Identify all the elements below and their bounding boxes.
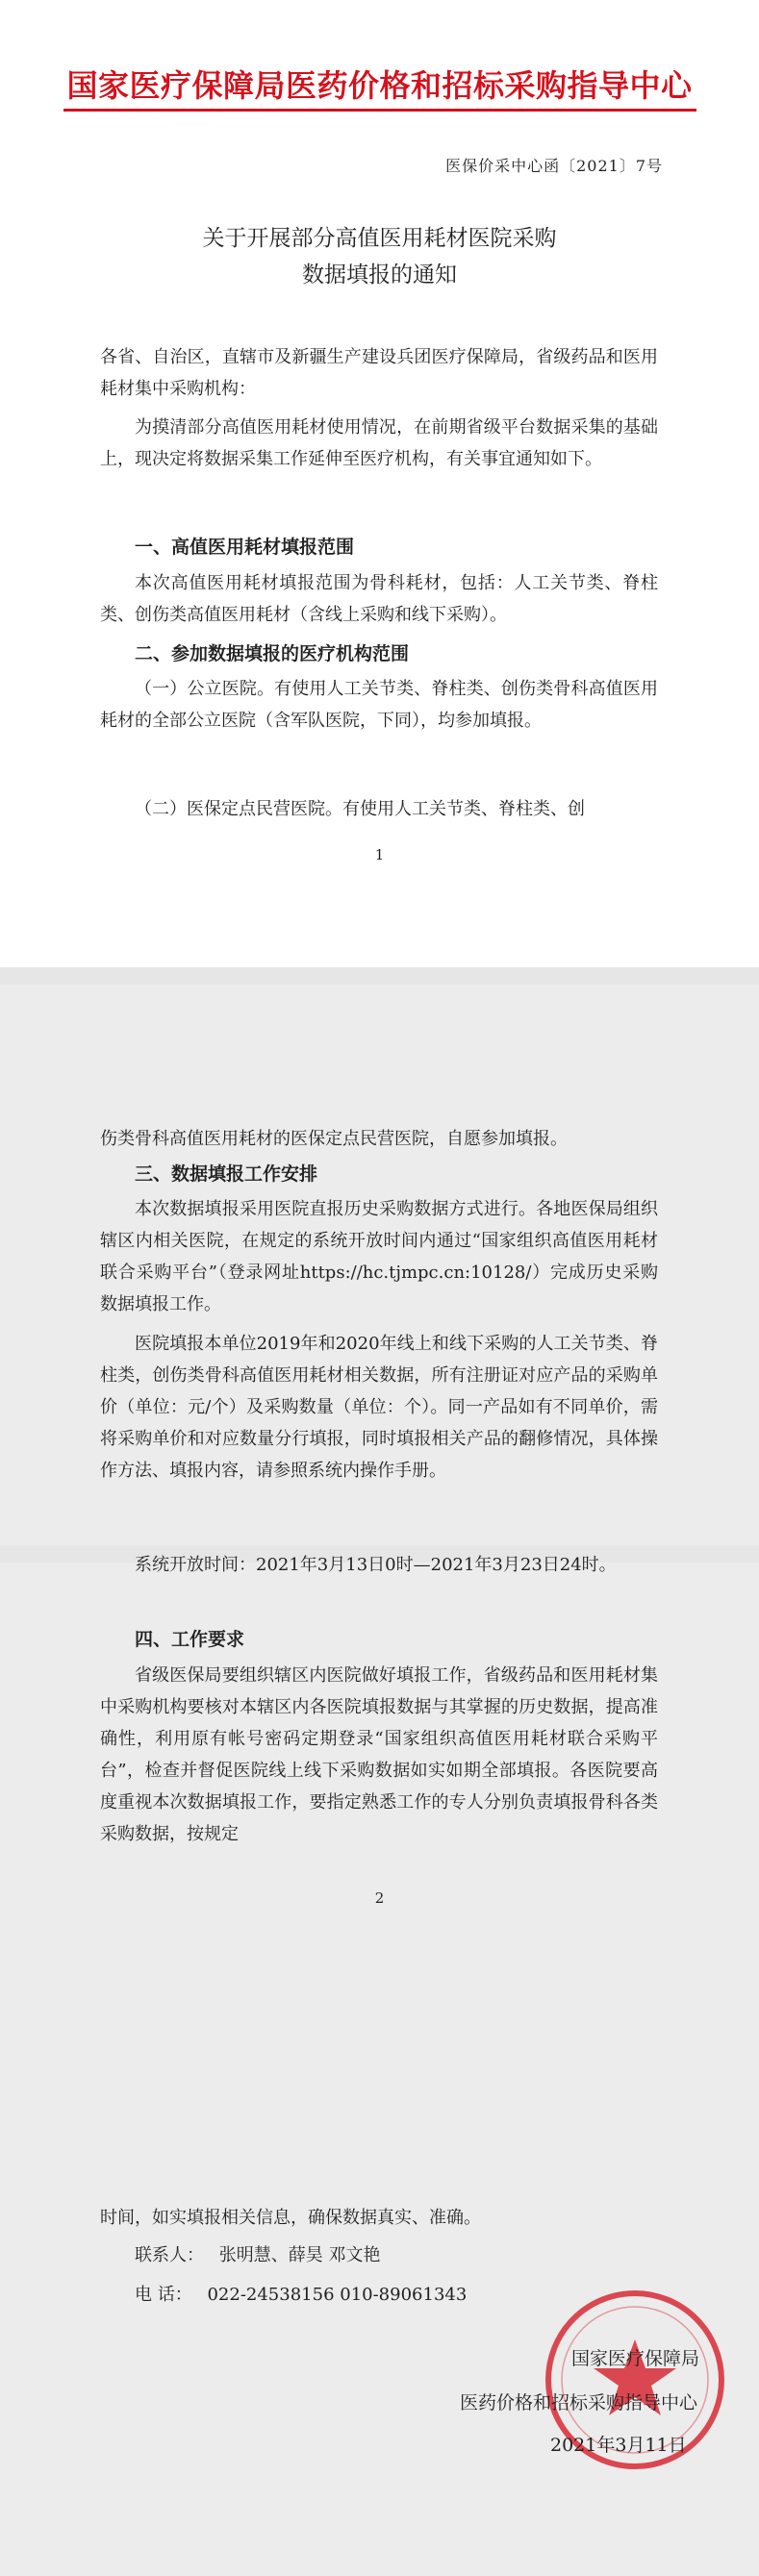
section-4-paragraph: 省级医保局要组织辖区内医院做好填报工作，省级药品和医用耗材集中采购机构要核对本辖区内各医院填报数据与其掌握的历史数据，提高准确性，利用原有帐号密码定期登录“国家组织高值医用耗材联合采购平台”，检查并督促医院线上线下采购数据如实如期全部填报。各医院要高度重视本次数据填报工作，要指定熟悉工作的专人分别负责填报骨科各类采购数据，按规定	[100, 1665, 658, 1844]
phone-numbers: 022-24538156 010-89061343	[207, 2285, 468, 2305]
contacts-label: 联系人：	[135, 2245, 204, 2265]
page-number: 1	[374, 846, 385, 863]
page-gap	[0, 967, 759, 985]
continued-line: 时间，如实填报相关信息，确保数据真实、准确。	[100, 2208, 481, 2228]
signature-org-line-1: 国家医疗保障局	[571, 2348, 700, 2369]
document-title-line-1: 关于开展部分高值医用耗材医院采购	[202, 226, 557, 251]
document-title	[0, 220, 759, 293]
section-2-item-1: （一）公立医院。有使用人工关节类、脊柱类、创伤类骨科高值医用耗材的全部公立医院（含军队医院，下同），均参加填报。	[100, 679, 658, 731]
continued-paragraph: 伤类骨科高值医用耗材的医保定点民营医院，自愿参加填报。	[100, 1129, 568, 1149]
intro-paragraph: 为摸清部分高值医用耗材使用情况，在前期省级平台数据采集的基础上，现决定将数据采集工作延伸至医疗机构，有关事宜通知如下。	[100, 417, 658, 469]
recipients-paragraph: 各省、自治区，直辖市及新疆生产建设兵团医疗保障局，省级药品和医用耗材集中采购机构：	[100, 347, 658, 399]
contacts-names: 张明慧、薛昊 邓文艳	[218, 2245, 381, 2265]
document-number: 医保价采中心函〔2021〕7号	[445, 157, 663, 175]
phone-line	[135, 2281, 467, 2306]
phone-label: 电 话：	[135, 2285, 192, 2305]
org-header-title: 国家医疗保障局医药价格和招标采购指导中心	[66, 67, 693, 104]
document-page-1	[0, 0, 759, 967]
section-1-heading: 一、高值医用耗材填报范围	[135, 537, 355, 558]
section-3-paragraph-3: 系统开放时间：2021年3月13日0时—2021年3月23日24时。	[135, 1555, 617, 1575]
contacts-line	[135, 2241, 380, 2266]
page-number: 2	[374, 1889, 385, 1907]
section-3-heading: 三、数据填报工作安排	[135, 1163, 318, 1185]
signature-date: 2021年3月11日	[550, 2435, 687, 2456]
section-3-paragraph-1: 本次数据填报采用医院直报历史采购数据方式进行。各地医保局组织辖区内相关医院，在规定的系统开放时间内通过“国家组织高值医用耗材联合采购平台”（登录网址https://hc.tjmpc.cn:10128/）完成历史采购数据填报工作。	[100, 1199, 658, 1314]
header-red-rule	[63, 109, 696, 112]
section-4-heading: 四、工作要求	[135, 1629, 245, 1650]
section-2-item-2: （二）医保定点民营医院。有使用人工关节类、脊柱类、创	[135, 799, 585, 819]
signature-org-line-2: 医药价格和招标采购指导中心	[460, 2392, 698, 2413]
document-title-line-2: 数据填报的通知	[302, 263, 457, 288]
section-1-paragraph: 本次高值医用耗材填报范围为骨科耗材，包括：人工关节类、脊柱类、创伤类高值医用耗材（含线上采购和线下采购）。	[100, 573, 658, 625]
section-2-heading: 二、参加数据填报的医疗机构范围	[135, 643, 410, 664]
section-3-paragraph-2: 医院填报本单位2019年和2020年线上和线下采购的人工关节类、脊柱类，创伤类骨科高值医用耗材相关数据，所有注册证对应产品的采购单价（单位：元/个）及采购数量（单位：个）。同一产品如有不同单价，需将采购单价和对应数量分行填报，同时填报相关产品的翻修情况，具体操作方法、填报内容，请参照系统内操作手册。	[100, 1334, 658, 1481]
